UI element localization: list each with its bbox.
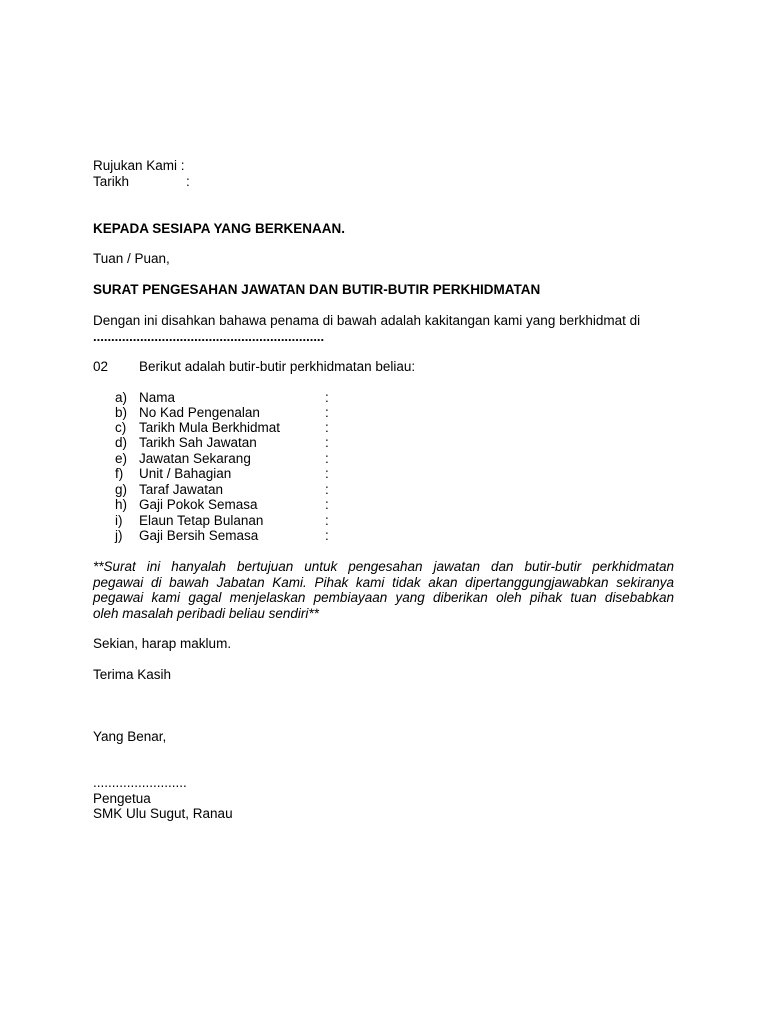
item-colon: : bbox=[325, 513, 329, 528]
item-label: Tarikh Mula Berkhidmat bbox=[139, 420, 281, 435]
item-colon: : bbox=[325, 390, 329, 405]
item-letter: h) bbox=[115, 497, 128, 512]
recipient-line: KEPADA SESIAPA YANG BERKENAAN. bbox=[93, 221, 346, 236]
item-label: Jawatan Sekarang bbox=[139, 451, 251, 466]
item-letter: b) bbox=[115, 405, 128, 420]
list-item bbox=[0, 390, 768, 406]
yang-benar-line: Yang Benar, bbox=[93, 729, 167, 744]
section-number: 02 bbox=[93, 359, 109, 374]
item-letter: d) bbox=[115, 435, 128, 450]
terima-kasih-line: Terima Kasih bbox=[93, 667, 172, 682]
item-colon: : bbox=[325, 405, 329, 420]
item-label: Gaji Pokok Semasa bbox=[139, 497, 258, 512]
list-item bbox=[0, 466, 768, 482]
item-label: Taraf Jawatan bbox=[139, 482, 224, 497]
item-colon: : bbox=[325, 482, 329, 497]
list-item bbox=[0, 451, 768, 467]
intro-dots: ................................................................ bbox=[93, 329, 325, 344]
sekian-line: Sekian, harap maklum. bbox=[93, 636, 232, 651]
item-colon: : bbox=[325, 420, 329, 435]
item-label: Tarikh Sah Jawatan bbox=[139, 435, 257, 450]
section-text: Berikut adalah butir-butir perkhidmatan beliau: bbox=[139, 359, 416, 374]
item-colon: : bbox=[325, 435, 329, 450]
list-item bbox=[0, 435, 768, 451]
letter-subject: SURAT PENGESAHAN JAWATAN DAN BUTIR-BUTIR PERKHIDMATAN bbox=[93, 282, 541, 297]
disclaimer-line: oleh masalah peribadi beliau sendiri** bbox=[93, 606, 319, 621]
item-label: Unit / Bahagian bbox=[139, 466, 232, 481]
item-colon: : bbox=[325, 497, 329, 512]
tarikh-colon: : bbox=[186, 174, 190, 189]
signature-dots: ......................... bbox=[93, 775, 187, 790]
item-letter: i) bbox=[115, 513, 123, 528]
list-item bbox=[0, 420, 768, 436]
signatory-title: Pengetua bbox=[93, 791, 151, 806]
item-label: Gaji Bersih Semasa bbox=[139, 528, 259, 543]
item-letter: f) bbox=[115, 466, 124, 481]
item-label: Nama bbox=[139, 390, 176, 405]
disclaimer-line: pegawai di bawah Jabatan Kami. Pihak kami tidak akan dipertanggungjawabkan sekiranya bbox=[93, 575, 674, 590]
item-label: No Kad Pengenalan bbox=[139, 405, 260, 420]
school-name: SMK Ulu Sugut, Ranau bbox=[93, 806, 233, 821]
intro-text: Dengan ini disahkan bahawa penama di bawah adalah kakitangan kami yang berkhidmat di bbox=[93, 313, 641, 328]
list-item bbox=[0, 482, 768, 498]
tarikh-label: Tarikh bbox=[93, 174, 130, 189]
item-colon: : bbox=[325, 466, 329, 481]
disclaimer-line: **Surat ini hanyalah bertujuan untuk pengesahan jawatan dan butir-butir perkhidmatan bbox=[93, 559, 674, 574]
item-letter: g) bbox=[115, 482, 128, 497]
rujukan-label: Rujukan Kami : bbox=[93, 158, 185, 173]
item-colon: : bbox=[325, 528, 329, 543]
item-colon: : bbox=[325, 451, 329, 466]
item-letter: c) bbox=[115, 420, 127, 435]
list-item bbox=[0, 528, 768, 544]
item-label: Elaun Tetap Bulanan bbox=[139, 513, 264, 528]
item-letter: j) bbox=[115, 528, 123, 543]
list-item bbox=[0, 405, 768, 421]
list-item bbox=[0, 513, 768, 529]
item-letter: a) bbox=[115, 390, 128, 405]
greeting: Tuan / Puan, bbox=[93, 251, 170, 266]
list-item bbox=[0, 497, 768, 513]
disclaimer-line: pegawai kami gagal menjelaskan pembiayaan yang diberikan oleh pihak tuan disebabkan bbox=[93, 590, 674, 605]
item-letter: e) bbox=[115, 451, 128, 466]
